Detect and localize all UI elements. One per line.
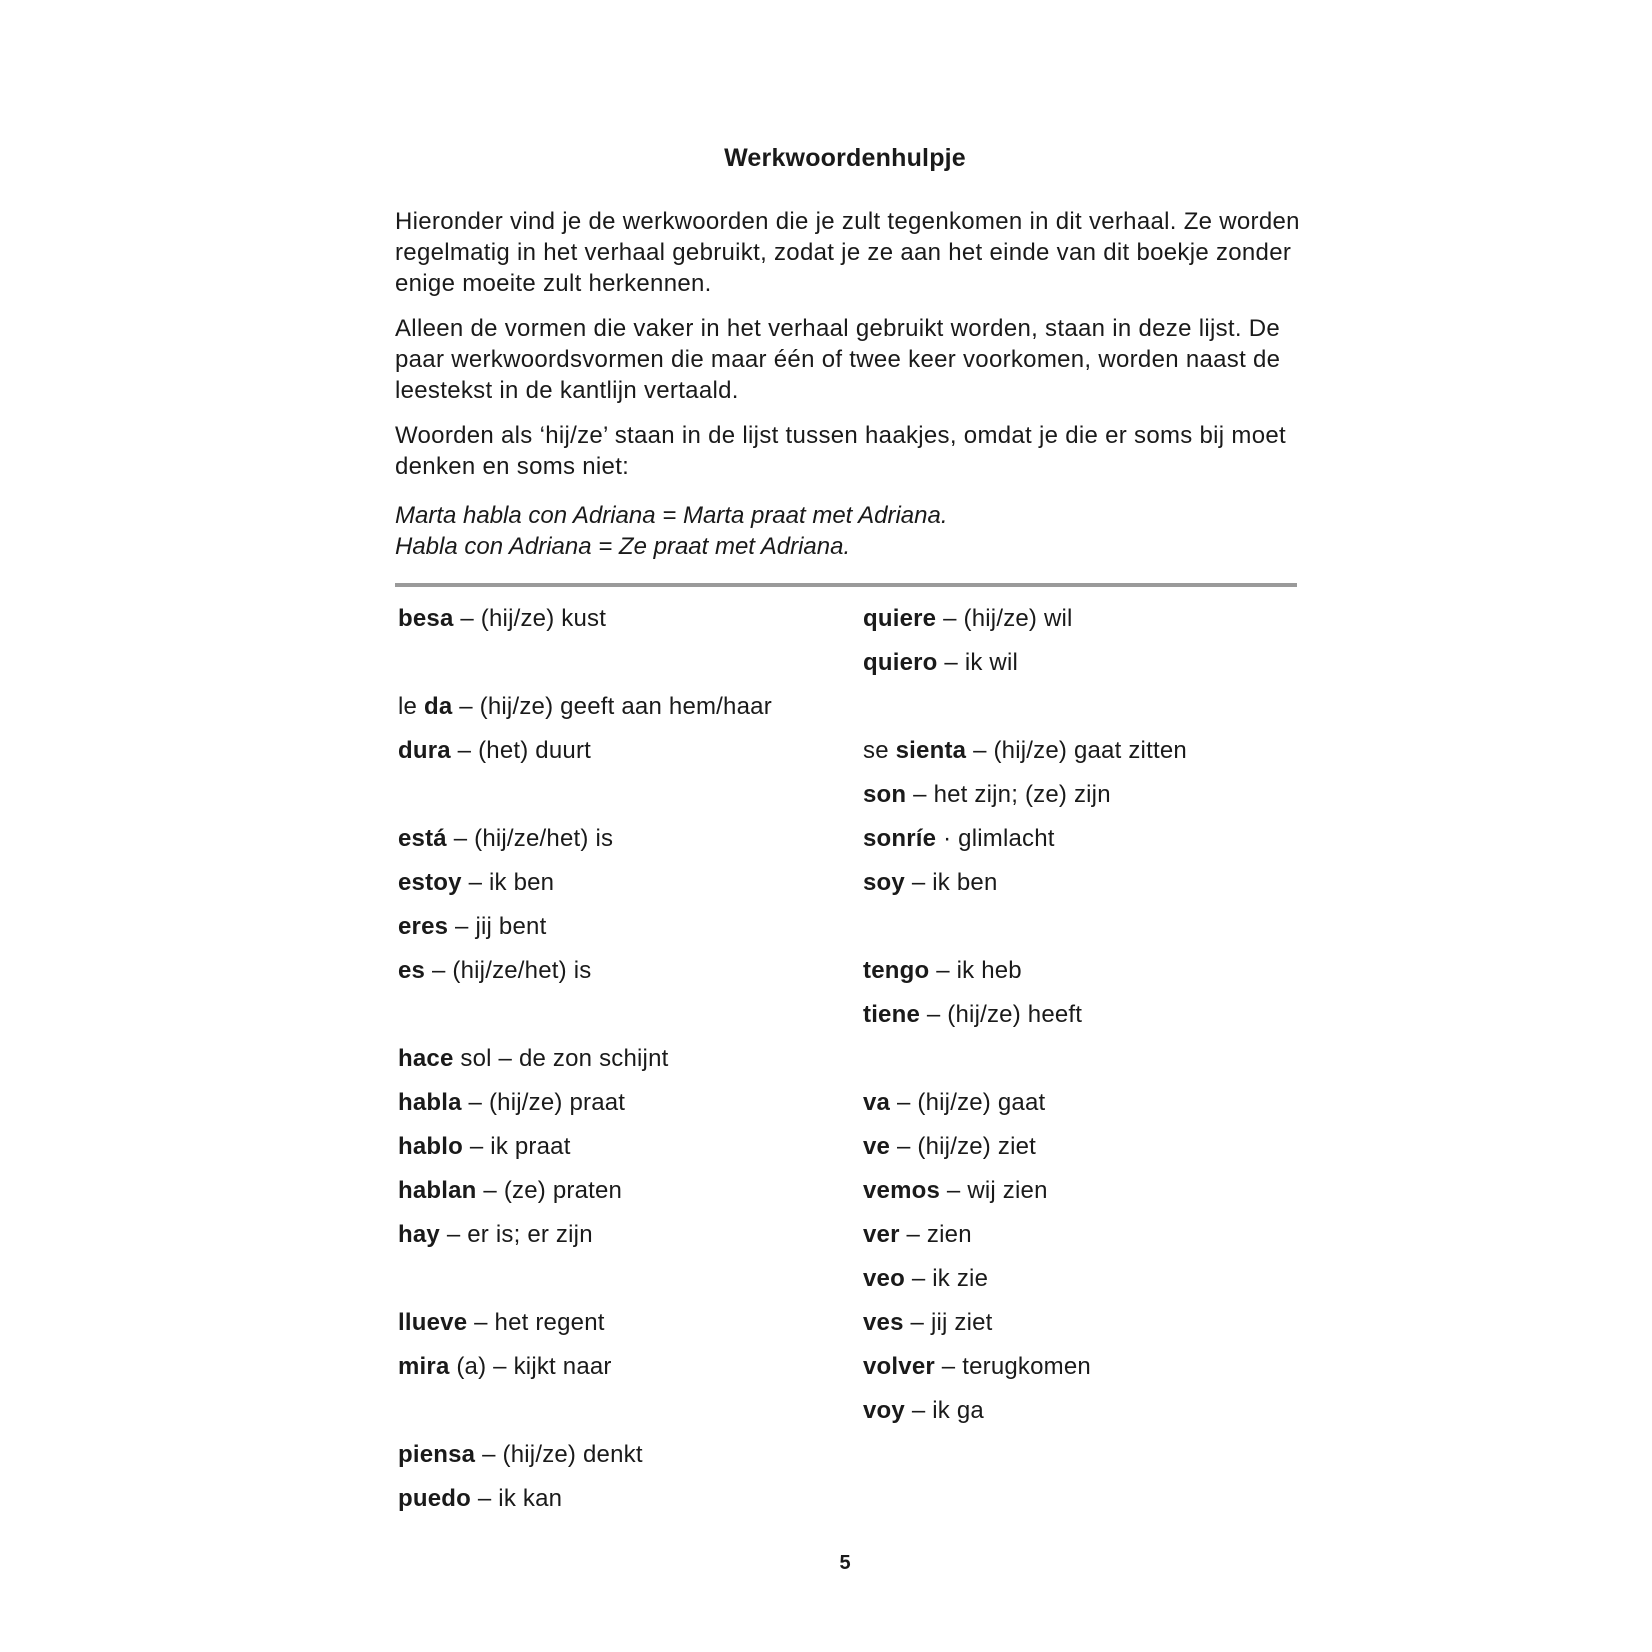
spanish-verb: besa <box>398 605 454 632</box>
page-title: Werkwoordenhulpje <box>724 144 966 172</box>
spanish-verb: hace <box>398 1045 454 1072</box>
verb-list-right <box>863 601 1303 1437</box>
spanish-verb: es <box>398 957 426 984</box>
blank-row <box>863 1041 1303 1085</box>
divider <box>395 583 1297 587</box>
intro-paragraph: Alleen de vormen die vaker in het verhaal gebruikt worden, staan in deze lijst. De paar werkwoordsvormen die maar één of twee keer voorkomen, worden naast de leestekst in de kantlijn vertaald. <box>395 315 1281 404</box>
spanish-verb: volver <box>863 1353 935 1380</box>
dutch-translation: – terugkomen <box>934 1353 1091 1380</box>
verb-entry <box>863 733 1303 777</box>
verb-entry <box>863 777 1303 821</box>
spanish-verb: sienta <box>895 737 967 764</box>
dutch-translation: – jij ziet <box>903 1309 993 1336</box>
spanish-verb: veo <box>863 1265 905 1292</box>
verb-entry <box>398 1349 858 1393</box>
spanish-verb: tiene <box>863 1001 921 1028</box>
dutch-translation: – jij bent <box>448 913 547 940</box>
verb-entry <box>863 953 1303 997</box>
blank-row <box>398 1261 858 1305</box>
verb-entry <box>398 1481 858 1525</box>
verb-entry <box>863 601 1303 645</box>
verb-entry <box>863 645 1303 689</box>
spanish-verb: hablan <box>398 1177 477 1204</box>
spanish-verb: puedo <box>398 1485 471 1512</box>
dutch-translation: – (hij/ze) wil <box>936 605 1073 632</box>
verb-entry <box>398 1041 858 1085</box>
verb-entry <box>863 1261 1303 1305</box>
dutch-translation: (a) – kijkt naar <box>449 1353 612 1380</box>
spanish-verb: hablo <box>398 1133 463 1160</box>
dutch-translation: – zien <box>899 1221 972 1248</box>
verb-entry <box>398 1173 858 1217</box>
dutch-translation: – ik heb <box>929 957 1022 984</box>
dutch-translation: – (hij/ze) kust <box>453 605 607 632</box>
spanish-verb: hay <box>398 1221 440 1248</box>
dutch-translation: – ik praat <box>463 1133 571 1160</box>
spanish-verb: mira <box>398 1353 450 1380</box>
spanish-verb: voy <box>863 1397 905 1424</box>
example-sentences <box>395 500 1305 562</box>
dutch-translation: – het zijn; (ze) zijn <box>906 781 1111 808</box>
dutch-translation: – ik ga <box>904 1397 984 1424</box>
verb-entry <box>863 1349 1303 1393</box>
spanish-verb: vemos <box>863 1177 941 1204</box>
verb-entry <box>398 689 858 733</box>
verb-prefix: se <box>863 737 896 764</box>
spanish-verb: soy <box>863 869 905 896</box>
intro-text <box>395 206 1305 576</box>
spanish-verb: piensa <box>398 1441 476 1468</box>
spanish-verb: estoy <box>398 869 462 896</box>
dutch-translation: – (hij/ze) denkt <box>475 1441 643 1468</box>
verb-entry <box>398 601 858 645</box>
verb-entry <box>398 909 858 953</box>
spanish-verb: da <box>423 693 453 720</box>
verb-entry <box>398 865 858 909</box>
verb-entry <box>863 1173 1303 1217</box>
verb-prefix: le <box>398 693 424 720</box>
dutch-translation: – ik ben <box>461 869 555 896</box>
blank-row <box>398 645 858 689</box>
verb-entry <box>863 865 1303 909</box>
dutch-translation: – ik ben <box>904 869 998 896</box>
spanish-verb: ve <box>863 1133 891 1160</box>
blank-row <box>398 997 858 1041</box>
example-sentence: Marta habla con Adriana = Marta praat met Adriana. <box>395 502 948 529</box>
blank-row <box>398 1393 858 1437</box>
dutch-translation: – (hij/ze/het) is <box>446 825 614 852</box>
verb-entry <box>398 733 858 777</box>
intro-paragraph: Woorden als ‘hij/ze’ staan in de lijst tussen haakjes, omdat je die er soms bij moet denken en soms niet: <box>395 422 1286 480</box>
dutch-translation: – (hij/ze) heeft <box>920 1001 1083 1028</box>
verb-entry <box>398 1129 858 1173</box>
example-sentence: Habla con Adriana = Ze praat met Adriana. <box>395 533 851 560</box>
verb-entry <box>398 1085 858 1129</box>
dutch-translation: – (hij/ze) gaat <box>890 1089 1046 1116</box>
dutch-translation: – (het) duurt <box>450 737 592 764</box>
spanish-verb: habla <box>398 1089 462 1116</box>
verb-entry <box>398 953 858 997</box>
spanish-verb: ver <box>863 1221 900 1248</box>
blank-row <box>398 777 858 821</box>
dutch-translation: – het regent <box>467 1309 605 1336</box>
verb-entry <box>863 1129 1303 1173</box>
dutch-translation: – ik kan <box>471 1485 563 1512</box>
verb-entry <box>863 1217 1303 1261</box>
spanish-verb: tengo <box>863 957 930 984</box>
intro-paragraph: Hieronder vind je de werkwoorden die je zult tegenkomen in dit verhaal. Ze worden regelmatig in het verhaal gebruikt, zodat je ze aan het einde van dit boekje zonder enige moeite zult herkennen. <box>395 208 1300 297</box>
verb-entry <box>863 1305 1303 1349</box>
verb-entry <box>863 1393 1303 1437</box>
verb-entry <box>863 1085 1303 1129</box>
verb-entry <box>398 1437 858 1481</box>
spanish-verb: ves <box>863 1309 904 1336</box>
spanish-verb: quiere <box>863 605 937 632</box>
page-number: 5 <box>839 1552 851 1574</box>
verb-list-left <box>398 601 858 1525</box>
verb-entry <box>398 821 858 865</box>
dutch-translation: – ik zie <box>904 1265 989 1292</box>
blank-row <box>863 689 1303 733</box>
dutch-translation: – er is; er zijn <box>439 1221 593 1248</box>
spanish-verb: va <box>863 1089 891 1116</box>
spanish-verb: sonríe <box>863 825 937 852</box>
dutch-translation: – (hij/ze) praat <box>461 1089 626 1116</box>
spanish-verb: llueve <box>398 1309 468 1336</box>
spanish-verb: está <box>398 825 447 852</box>
dutch-translation: – (hij/ze) ziet <box>890 1133 1037 1160</box>
verb-entry <box>398 1217 858 1261</box>
dutch-translation: – wij zien <box>940 1177 1048 1204</box>
dutch-translation: · glimlacht <box>936 825 1055 852</box>
dutch-translation: – ik wil <box>937 649 1019 676</box>
spanish-verb: dura <box>398 737 451 764</box>
verb-entry <box>398 1305 858 1349</box>
verb-entry <box>863 821 1303 865</box>
dutch-translation: – (hij/ze/het) is <box>425 957 592 984</box>
dutch-translation: – (ze) praten <box>476 1177 623 1204</box>
spanish-verb: eres <box>398 913 449 940</box>
dutch-translation: – (hij/ze) gaat zitten <box>966 737 1187 764</box>
spanish-verb: quiero <box>863 649 938 676</box>
dutch-translation: sol – de zon schijnt <box>453 1045 669 1072</box>
blank-row <box>863 909 1303 953</box>
dutch-translation: – (hij/ze) geeft aan hem/haar <box>452 693 772 720</box>
spanish-verb: son <box>863 781 907 808</box>
verb-entry <box>863 997 1303 1041</box>
